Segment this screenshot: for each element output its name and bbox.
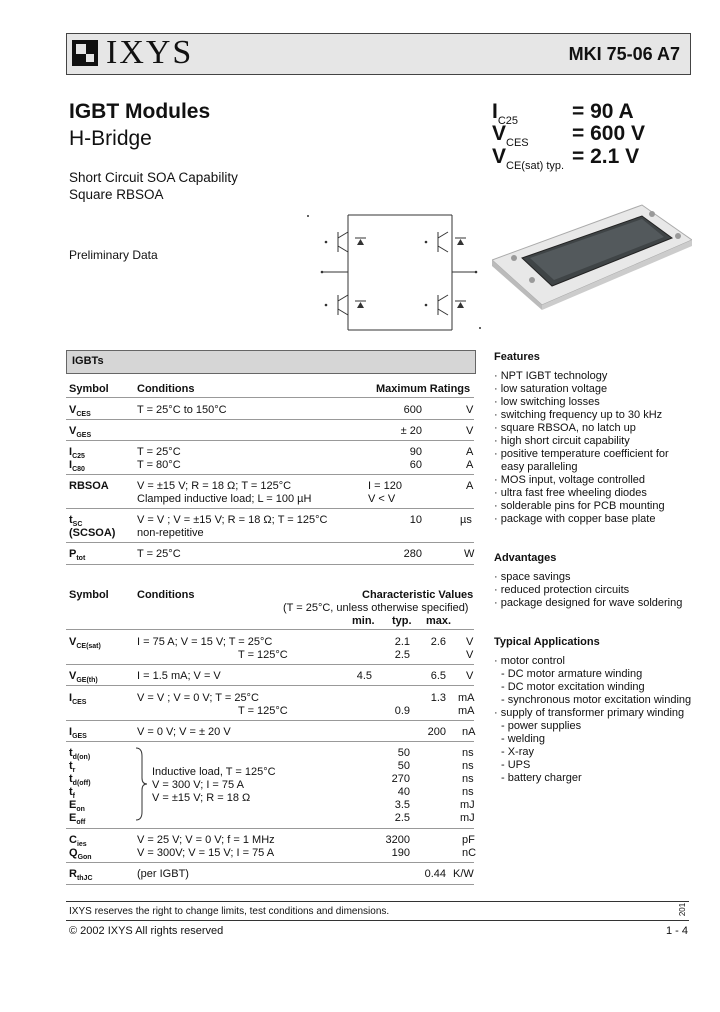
advantage-item: · package designed for wave soldering — [494, 597, 683, 609]
key-value-vcesat — [492, 145, 640, 172]
table-row-symbol: $t_r$ — [69, 760, 76, 775]
preliminary-label: Preliminary Data — [69, 248, 158, 262]
igbt-section-label: IGBTs — [72, 355, 104, 367]
table-row-unit: V — [466, 649, 474, 661]
table-row-max: 1.3 — [430, 692, 446, 704]
col-header-max: max. — [426, 615, 452, 627]
table-row-typ: 50 — [397, 747, 410, 759]
table-row-unit: nA — [462, 726, 476, 738]
col-header-typ: typ. — [392, 615, 412, 627]
kv-symbol: V — [492, 145, 507, 168]
table-row-symbol: $P_{tot}$ — [69, 548, 86, 563]
table-row-unit: A — [466, 480, 474, 492]
application-item: - battery charger — [501, 772, 582, 784]
table-row-typ: 3200 — [385, 834, 410, 846]
table-row-symbol: $I_{CES}$ — [69, 692, 87, 707]
table-row-symbol: $E_{off}$ — [69, 812, 86, 827]
application-item: · motor control — [494, 655, 565, 667]
table-row-unit: V — [466, 670, 474, 682]
company-logo — [72, 36, 193, 70]
footer-copyright: © 2002 IXYS All rights reserved — [69, 925, 224, 937]
table-row-symbol: $Q_{Gon}$ — [69, 847, 92, 862]
table-row-max: 0.44 — [424, 868, 446, 880]
table-row-unit: mJ — [460, 812, 475, 824]
table-row-condition: T = 125°C — [238, 705, 288, 717]
col-header-characteristic: Characteristic Values — [362, 589, 474, 601]
table-row-symbol: $I_{GES}$ — [69, 726, 87, 741]
table-row-unit: pF — [462, 834, 475, 846]
table-row-typ: 3.5 — [394, 799, 410, 811]
application-item: - DC motor excitation winding — [501, 681, 645, 693]
feature-item: easy paralleling — [501, 461, 578, 473]
col-header-max-ratings: Maximum Ratings — [376, 383, 471, 395]
divider — [66, 508, 474, 509]
kv-symbol: V — [492, 122, 507, 145]
table-row-unit: mA — [458, 705, 475, 717]
table-row-condition: V = 25 V; V = 0 V; f = 1 MHz — [137, 834, 275, 846]
divider — [66, 397, 474, 398]
divider — [66, 474, 474, 475]
table-row-unit: K/W — [453, 868, 474, 880]
table-row-typ: 40 — [397, 786, 410, 798]
table-row-symbol: $V_{CES}$ — [69, 404, 91, 419]
divider — [66, 884, 474, 885]
table-row-symbol: $t_f$ — [69, 786, 76, 801]
page-number: 1 - 4 — [665, 925, 688, 937]
table-row-condition: T = 80°C — [137, 459, 181, 471]
table-row-symbol: $V_{GES}$ — [69, 425, 92, 440]
application-item: · supply of transformer primary winding — [494, 707, 685, 719]
table-row-symbol: $t_{d(on)}$ — [69, 747, 91, 762]
table-row-symbol: $R_{thJC}$ — [69, 868, 93, 883]
table-row-unit: µs — [460, 514, 472, 526]
feature-item: · low saturation voltage — [494, 383, 608, 395]
char-note: (T = 25°C, unless otherwise specified) — [283, 602, 469, 614]
table-row-unit: V — [466, 636, 474, 648]
table-row-condition: V = V ; V = 0 V; T = 25°C — [137, 692, 259, 704]
table-row-condition: T = 25°C to 150°C — [137, 404, 227, 416]
footer-divider — [66, 901, 689, 902]
table-row-mid: V < V — [368, 493, 396, 505]
logo-text: IXYS — [106, 34, 194, 71]
feature-item: · NPT IGBT technology — [494, 370, 608, 382]
kv-value: = 600 V — [572, 122, 645, 145]
col-header-symbol: Symbol — [69, 383, 109, 395]
table-row-typ: 2.1 — [394, 636, 410, 648]
table-row-value: ± 20 — [400, 425, 422, 437]
footer-divider — [66, 920, 689, 921]
kv-sub: C25 — [497, 115, 519, 127]
switching-condition: V = 300 V; I = 75 A — [152, 779, 244, 791]
kv-value: = 2.1 V — [572, 145, 640, 168]
table-row-condition: T = 125°C — [238, 649, 288, 661]
divider — [66, 720, 474, 721]
ixys-logo-icon — [72, 40, 98, 66]
table-row-min: 4.5 — [356, 670, 372, 682]
advantage-item: · reduced protection circuits — [494, 584, 630, 596]
divider — [66, 741, 474, 742]
table-row-condition: V = ±15 V; R = 18 Ω; T = 125°C — [137, 480, 292, 492]
divider — [66, 440, 474, 441]
table-row-typ: 270 — [391, 773, 410, 785]
table-row-typ: 0.9 — [394, 705, 410, 717]
divider — [66, 685, 474, 686]
table-row-typ: 190 — [391, 847, 410, 859]
table-row-condition: Clamped inductive load; L = 100 µH — [137, 493, 312, 505]
page-title: IGBT Modules — [69, 100, 211, 123]
table-row-unit: W — [464, 548, 475, 560]
divider — [66, 564, 474, 565]
application-item: - X-ray — [501, 746, 534, 758]
table-row-value: 90 — [409, 446, 422, 458]
table-row-condition: I = 75 A; V = 15 V; T = 25°C — [137, 636, 273, 648]
table-row-symbol: $t_{d(off)}$ — [69, 773, 91, 788]
table-row-value: 10 — [409, 514, 422, 526]
divider — [66, 419, 474, 420]
feature-item: · low switching losses — [494, 396, 600, 408]
feature-item: · solderable pins for PCB mounting — [494, 500, 665, 512]
table-row-typ: 2.5 — [394, 649, 410, 661]
table-row-unit: V — [466, 404, 474, 416]
table-row-symbol: $E_{on}$ — [69, 799, 85, 814]
applications-heading: Typical Applications — [494, 636, 600, 648]
feature-item: · ultra fast free wheeling diodes — [494, 487, 647, 499]
table-row-unit: ns — [462, 786, 474, 798]
table-row-condition: (per IGBT) — [137, 868, 189, 880]
table-row-value: 280 — [403, 548, 422, 560]
table-row-value: 60 — [409, 459, 422, 471]
footer-disclaimer: IXYS reserves the right to change limits, test conditions and dimensions. — [69, 906, 390, 917]
headline-feature: Short Circuit SOA Capability — [69, 170, 238, 185]
features-heading: Features — [494, 351, 540, 363]
application-item: - synchronous motor excitation winding — [501, 694, 692, 706]
col-header-symbol: Symbol — [69, 589, 109, 601]
feature-item: · square RBSOA, no latch up — [494, 422, 636, 434]
table-row-symbol: $V_{GE(th)}$ — [69, 670, 98, 685]
table-row-unit: nC — [462, 847, 477, 859]
feature-item: · MOS input, voltage controlled — [494, 474, 646, 486]
advantages-heading: Advantages — [494, 552, 557, 564]
col-header-conditions: Conditions — [137, 589, 195, 601]
table-row-unit: A — [466, 459, 474, 471]
switching-condition: V = ±15 V; R = 18 Ω — [152, 792, 251, 804]
table-row-condition: V = 0 V; V = ± 20 V — [137, 726, 231, 738]
col-header-min: min. — [352, 615, 375, 627]
table-row-symbol: $t_{SC}$ — [69, 514, 83, 529]
table-row-condition: non-repetitive — [137, 527, 204, 539]
module-package-image — [492, 200, 692, 310]
divider — [66, 542, 474, 543]
table-row-symbol-2: (SCSOA) — [69, 527, 116, 539]
table-row-condition: I = 1.5 mA; V = V — [137, 670, 221, 682]
divider — [66, 828, 474, 829]
table-row-unit: ns — [462, 760, 474, 772]
kv-value: = 90 A — [572, 100, 634, 123]
table-row-symbol: $I_{C25}$ — [69, 446, 85, 461]
kv-sub: CE(sat) typ. — [506, 160, 565, 172]
table-row-unit: V — [466, 425, 474, 437]
table-row-unit: mJ — [460, 799, 475, 811]
headline-feature: Square RBSOA — [69, 187, 164, 202]
table-row-symbol: $C_{ies}$ — [69, 834, 87, 849]
table-row-condition: T = 25°C — [137, 446, 181, 458]
table-row-condition: T = 25°C — [137, 548, 181, 560]
table-row-unit: ns — [462, 747, 474, 759]
application-item: - UPS — [501, 759, 531, 771]
table-row-symbol: $V_{CE(sat)}$ — [69, 636, 101, 651]
switching-condition: Inductive load, T = 125°C — [152, 766, 276, 778]
table-row-condition: V = V ; V = ±15 V; R = 18 Ω; T = 125°C — [137, 514, 328, 526]
table-row-typ: 2.5 — [394, 812, 410, 824]
application-item: - power supplies — [501, 720, 582, 732]
doc-code: 201 — [678, 902, 688, 917]
table-row-symbol: RBSOA — [69, 480, 109, 492]
kv-symbol: I — [492, 100, 498, 123]
divider — [66, 862, 474, 863]
table-row-value: 600 — [403, 404, 422, 416]
h-bridge-schematic — [300, 210, 490, 335]
advantage-item: · space savings — [494, 571, 571, 583]
page-subtitle: H-Bridge — [69, 127, 152, 150]
table-row-mid: I = 120 — [368, 480, 402, 492]
col-header-conditions: Conditions — [137, 383, 195, 395]
feature-item: · positive temperature coefficient for — [494, 448, 669, 460]
table-row-max: 2.6 — [430, 636, 446, 648]
table-row-unit: mA — [458, 692, 475, 704]
feature-item: · high short circuit capability — [494, 435, 630, 447]
table-row-symbol: $I_{C80}$ — [69, 459, 85, 474]
igbt-section-bar — [66, 350, 476, 374]
feature-item: · switching frequency up to 30 kHz — [494, 409, 663, 421]
application-item: - welding — [501, 733, 546, 745]
kv-sub: CES — [506, 137, 529, 149]
table-row-unit: ns — [462, 773, 474, 785]
table-row-max: 200 — [427, 726, 446, 738]
application-item: - DC motor armature winding — [501, 668, 643, 680]
part-number: MKI 75-06 A7 — [568, 44, 680, 64]
divider — [66, 629, 474, 630]
table-row-unit: A — [466, 446, 474, 458]
table-row-condition: V = 300V; V = 15 V; I = 75 A — [137, 847, 275, 859]
table-row-typ: 50 — [397, 760, 410, 772]
feature-item: · package with copper base plate — [494, 513, 656, 525]
brace-icon — [134, 746, 148, 822]
table-row-max: 6.5 — [430, 670, 446, 682]
divider — [66, 664, 474, 665]
